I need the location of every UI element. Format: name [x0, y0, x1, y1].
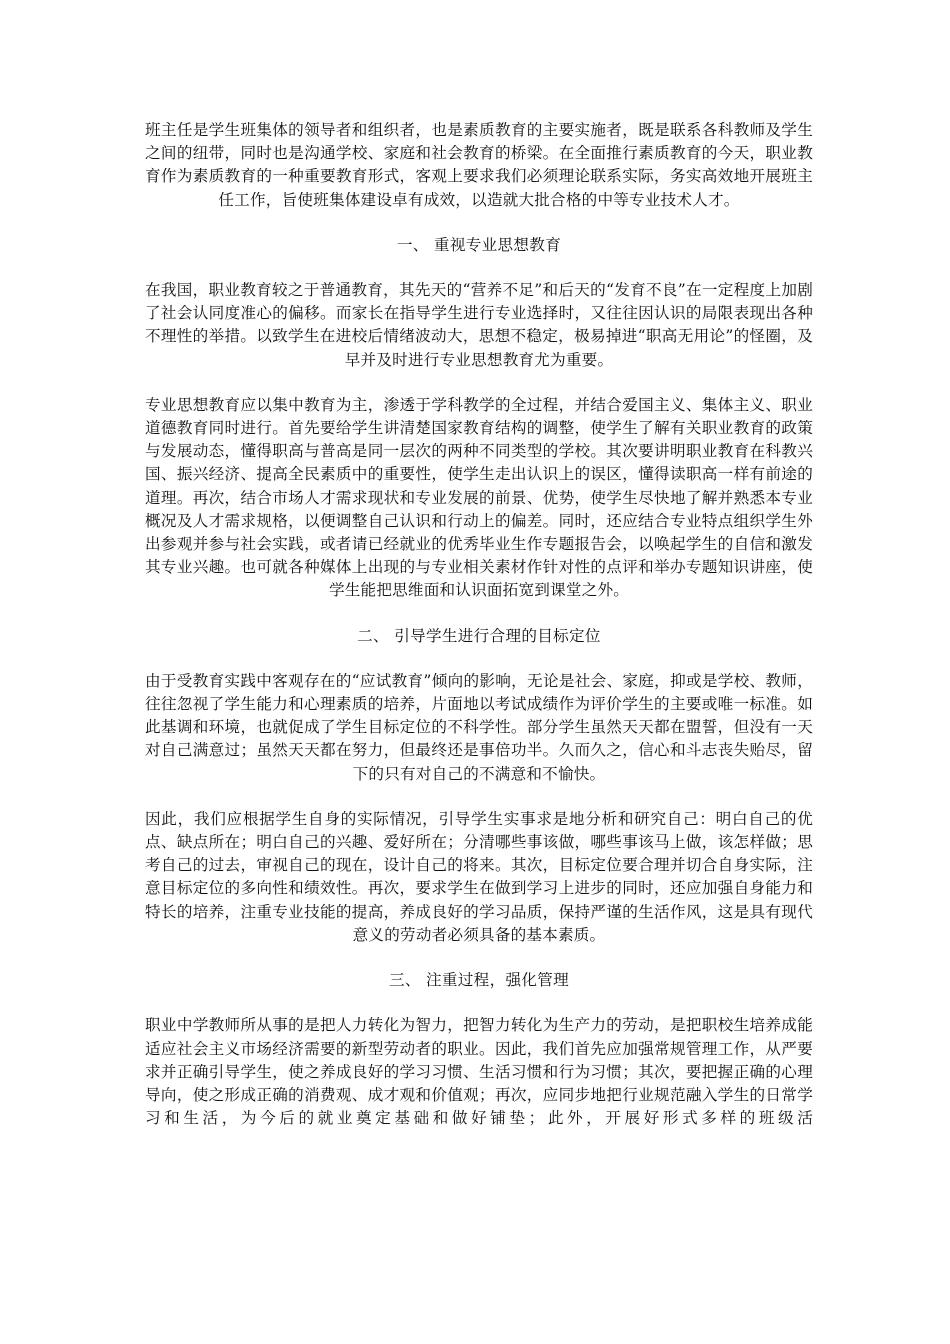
- spacer: [145, 947, 813, 969]
- section-heading-1: 一、 重视专业思想教育: [396, 235, 562, 254]
- intro-paragraph: 班主任是学生班集体的领导者和组织者，也是素质教育的主要实施者，既是联系各科教师及学生之间的纽带，同时也是沟通学校、家庭和社会教育的桥梁。在全面推行素质教育的今天，职业教育作为素质教育的一种重要教育形式，客观上要求我们必须理论联系实际，务实高效地开展班主任工作，旨使班集体建设卓有成效，以造就大批合格的中等专业技术人才。: [145, 121, 813, 209]
- spacer: [145, 372, 813, 394]
- section-2-paragraph-1: 由于受教育实践中客观存在的“应试教育”倾向的影响，无论是社会、家庭，抑或是学校、教师，往往忽视了学生能力和心理素质的培养，片面地以考试成绩作为评价学生的主要或唯一标准。如此基调和环境，也就促成了学生目标定位的不科学性。部分学生虽然天天都在盟誓，但没有一天对自己满意过；虽然天天都在努力，但最终还是事倍功半。久而久之，信心和斗志丧失贻尽，留下的只有对自己的不满意和不愉快。: [145, 671, 813, 783]
- section-1-paragraph-1: 在我国，职业教育较之于普通教育，其先天的“营养不足”和后天的“发育不良”在一定程度上加剧了社会认同度准心的偏移。而家长在指导学生进行专业选择时，又往往因认识的局限表现出各种不理性的举措。以致学生在进校后情绪波动大，思想不稳定，极易掉进“职高无用论”的怪圈，及早并及时进行专业思想教育尤为重要。: [145, 281, 813, 369]
- spacer: [145, 992, 813, 1014]
- spacer: [145, 603, 813, 625]
- spacer: [145, 257, 813, 279]
- document-body: [145, 119, 813, 1130]
- section-3-paragraph-1: 职业中学教师所从事的是把人力转化为智力，把智力转化为生产力的劳动，是把职校生培养成能适应社会主义市场经济需要的新型劳动者的职业。因此，我们首先应加强常规管理工作，从严要求并正确引导学生，使之养成良好的学习习惯、生活习惯和行为习惯；其次，要把握正确的心理导向，使之形成正确的消费观、成才观和价值观；再次，应同步地把行业规范融入学生的日常学习和生活，为今后的就业奠定基础和做好铺垫；此外，开展好形式多样的班级活: [145, 1016, 813, 1128]
- section-1-paragraph-2: 专业思想教育应以集中教育为主，渗透于学科教学的全过程，并结合爱国主义、集体主义、职业道德教育同时进行。首先要给学生讲清楚国家教育结构的调整，使学生了解有关职业教育的政策与发展动态，懂得职高与普高是同一层次的两种不同类型的学校。其次要讲明职业教育在科教兴国、振兴经济、提高全民素质中的重要性，使学生走出认识上的误区，懂得读职高一样有前途的道理。再次，结合市场人才需求现状和专业发展的前景、优势，使学生尽快地了解并熟悉本专业概况及人才需求规格，以便调整自己认识和行动上的偏差。同时，还应结合专业特点组织学生外出参观并参与社会实践，或者请已经就业的优秀毕业生作专题报告会，以唤起学生的自信和激发其专业兴趣。也可就各种媒体上出现的与专业相关素材作针对性的点评和举办专题知识讲座，使学生能把思维面和认识面拓宽到课堂之外。: [145, 395, 813, 600]
- spacer: [145, 212, 813, 234]
- section-2-paragraph-2: 因此，我们应根据学生自身的实际情况，引导学生实事求是地分析和研究自己：明白自己的优点、缺点所在；明白自己的兴趣、爱好所在；分清哪些事该做，哪些事该马上做，该怎样做；思考自己的过去，审视自己的现在，设计自己的将来。其次，目标定位要合理并切合自身实际，注意目标定位的多向性和绩效性。再次，要求学生在做到学习上进步的同时，还应加强自身能力和特长的培养，注重专业技能的提高，养成良好的学习品质，保持严谨的生活作风，这是具有现代意义的劳动者必须具备的基本素质。: [145, 809, 813, 944]
- spacer: [145, 786, 813, 808]
- section-heading-3: 三、 注重过程，强化管理: [388, 971, 570, 990]
- spacer: [145, 648, 813, 670]
- section-heading-2: 二、 引导学生进行合理的目标定位: [357, 626, 601, 645]
